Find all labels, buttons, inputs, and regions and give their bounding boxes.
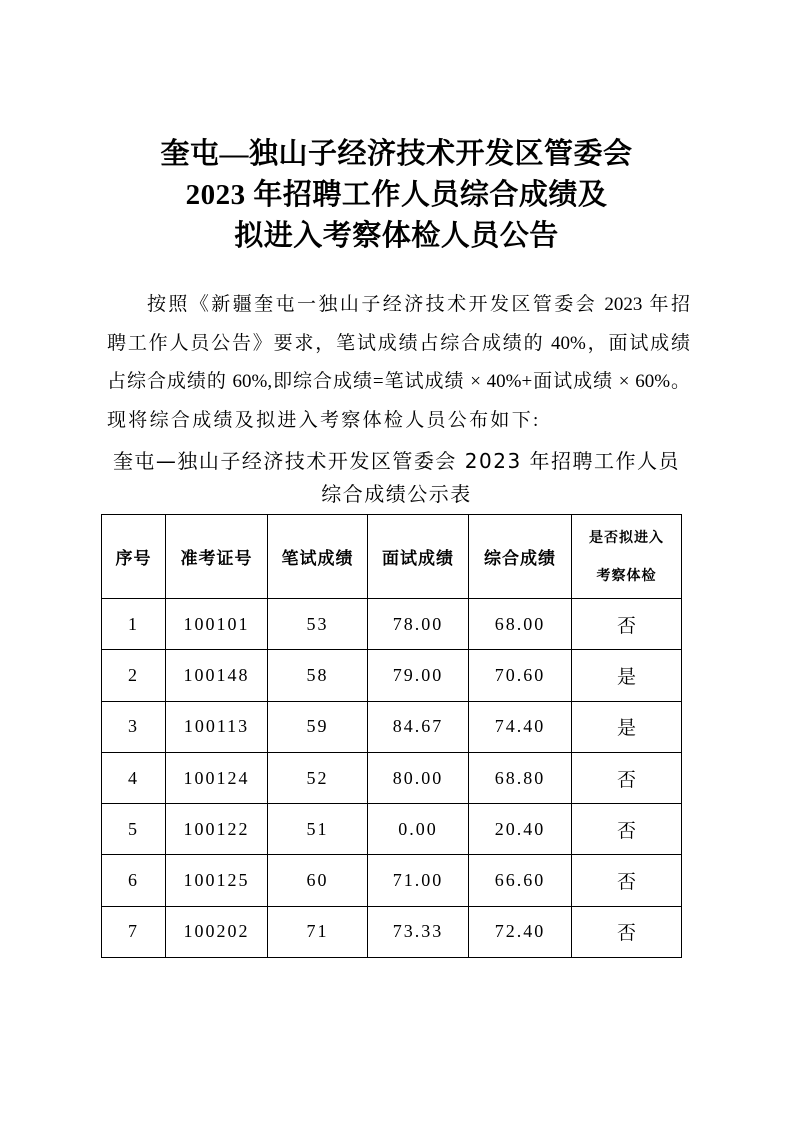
title-line-1: 奎屯—独山子经济技术开发区管委会	[160, 138, 633, 170]
table-row	[102, 804, 682, 855]
cell-interview-score: 78.00	[368, 599, 469, 650]
cell-interview-score: 71.00	[368, 855, 469, 906]
header-interview-score: 面试成绩	[368, 515, 469, 599]
cell-written-score: 53	[268, 599, 368, 650]
cell-selected: 否	[572, 906, 682, 957]
header-selected	[572, 515, 682, 599]
cell-exam-id: 100202	[166, 906, 268, 957]
cell-written-score: 51	[268, 804, 368, 855]
cell-exam-id: 100101	[166, 599, 268, 650]
score-table	[101, 514, 682, 958]
cell-selected: 否	[572, 855, 682, 906]
cell-interview-score: 84.67	[368, 701, 469, 752]
cell-written-score: 60	[268, 855, 368, 906]
table-caption	[0, 445, 793, 511]
header-selected-line-1: 是否拟进入	[589, 529, 664, 546]
table-row	[102, 752, 682, 803]
intro-line-3: 占综合成绩的 60%,即综合成绩=笔试成绩 × 40%+面试成绩 × 60%。	[107, 371, 690, 392]
announcement-title	[0, 134, 793, 257]
intro-line-2: 聘工作人员公告》要求，笔试成绩占综合成绩的 40%，面试成绩	[107, 332, 690, 354]
cell-selected: 是	[572, 701, 682, 752]
cell-written-score: 58	[268, 650, 368, 701]
cell-interview-score: 0.00	[368, 804, 469, 855]
title-line-3: 拟进入考察体检人员公告	[234, 220, 559, 252]
table-row	[102, 701, 682, 752]
score-table-header	[102, 515, 682, 599]
cell-interview-score: 80.00	[368, 752, 469, 803]
cell-exam-id: 100113	[166, 701, 268, 752]
cell-selected: 否	[572, 599, 682, 650]
cell-index: 1	[102, 599, 166, 650]
cell-written-score: 59	[268, 701, 368, 752]
table-row	[102, 855, 682, 906]
cell-index: 7	[102, 906, 166, 957]
cell-index: 3	[102, 701, 166, 752]
cell-selected: 是	[572, 650, 682, 701]
cell-exam-id: 100148	[166, 650, 268, 701]
table-row	[102, 906, 682, 957]
cell-exam-id: 100124	[166, 752, 268, 803]
cell-written-score: 52	[268, 752, 368, 803]
cell-exam-id: 100125	[166, 855, 268, 906]
title-line-2: 2023 年招聘工作人员综合成绩及	[185, 179, 608, 211]
cell-exam-id: 100122	[166, 804, 268, 855]
cell-total-score: 70.60	[469, 650, 572, 701]
cell-total-score: 74.40	[469, 701, 572, 752]
header-total-score: 综合成绩	[469, 515, 572, 599]
cell-index: 4	[102, 752, 166, 803]
cell-total-score: 66.60	[469, 855, 572, 906]
table-row	[102, 650, 682, 701]
cell-index: 2	[102, 650, 166, 701]
cell-index: 6	[102, 855, 166, 906]
header-row	[102, 515, 682, 599]
cell-selected: 否	[572, 752, 682, 803]
cell-written-score: 71	[268, 906, 368, 957]
header-exam-id: 准考证号	[166, 515, 268, 599]
cell-interview-score: 73.33	[368, 906, 469, 957]
cell-total-score: 68.00	[469, 599, 572, 650]
cell-total-score: 72.40	[469, 906, 572, 957]
header-written-score: 笔试成绩	[268, 515, 368, 599]
cell-total-score: 20.40	[469, 804, 572, 855]
score-table-body	[102, 599, 682, 958]
cell-selected: 否	[572, 804, 682, 855]
header-index: 序号	[102, 515, 166, 599]
table-row	[102, 599, 682, 650]
cell-interview-score: 79.00	[368, 650, 469, 701]
intro-paragraph	[107, 286, 690, 440]
cell-index: 5	[102, 804, 166, 855]
intro-line-1: 按照《新疆奎屯一独山子经济技术开发区管委会 2023 年招	[147, 294, 690, 315]
table-caption-line-1: 奎屯—独山子经济技术开发区管委会 2023 年招聘工作人员	[112, 449, 681, 473]
header-selected-line-2: 考察体检	[596, 567, 657, 584]
cell-total-score: 68.80	[469, 752, 572, 803]
intro-line-4: 现将综合成绩及拟进入考察体检人员公布如下:	[107, 409, 541, 431]
table-caption-line-2: 综合成绩公示表	[321, 482, 472, 506]
